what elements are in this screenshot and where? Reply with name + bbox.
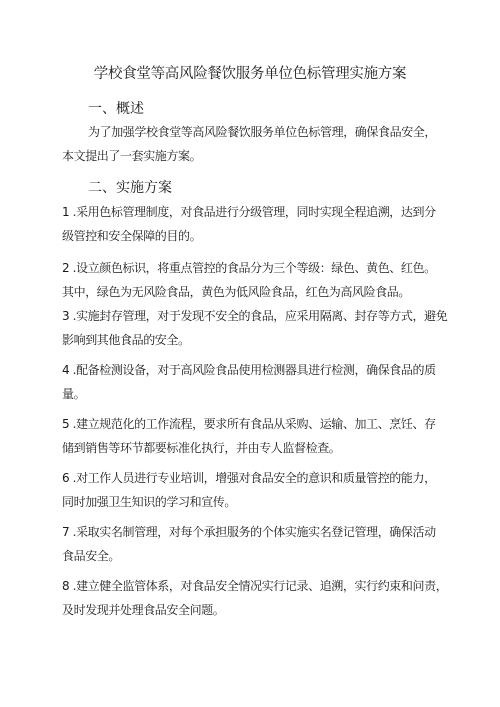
item-text: 及时发现并处理食品安全问题。 xyxy=(62,603,225,617)
item-text: .建立健全监管体系，对食品安全情况实行记录、追溯，实行约束和问责， xyxy=(72,579,448,593)
plan-item-1 xyxy=(62,200,446,248)
item-text: .采用色标管理制度，对食品进行分级管理，同时实现全程追溯，达到分 xyxy=(72,205,436,219)
item-text: 量。 xyxy=(62,387,86,401)
item-text: .实施封存管理，对于发现不安全的食品，应采用隔离、封存等方式，避免 xyxy=(72,309,448,323)
plan-item-7 xyxy=(62,520,446,568)
item-text: .采取实名制管理，对每个承担服务的个体实施实名登记管理，确保活动 xyxy=(72,525,436,539)
item-number: 6 xyxy=(62,471,70,485)
item-text: .建立规范化的工作流程，要求所有食品从采购、运输、加工、烹饪、存 xyxy=(72,417,436,431)
item-number: 2 xyxy=(62,261,70,275)
item-number: 5 xyxy=(62,417,70,431)
section-heading-plan: 二、实施方案 xyxy=(88,180,172,196)
item-text: 影响到其他食品的安全。 xyxy=(62,333,190,347)
overview-paragraph xyxy=(62,120,446,168)
item-text: 其中，绿色为无风险食品，黄色为低风险食品，红色为高风险食品。 xyxy=(62,285,411,299)
page-title: 学校食堂等高风险餐饮服务单位色标管理实施方案 xyxy=(93,66,407,82)
paragraph-line: 为了加强学校食堂等高风险餐饮服务单位色标管理，确保食品安全， xyxy=(88,125,437,139)
item-number: 8 xyxy=(62,579,70,593)
item-number: 7 xyxy=(62,525,70,539)
plan-item-8 xyxy=(62,574,446,622)
section-heading-overview: 一、概述 xyxy=(88,101,144,117)
item-text: 储到销售等环节都要标准化执行，并由专人监督检查。 xyxy=(62,441,341,455)
item-number: 1 xyxy=(62,205,70,219)
item-text: .配备检测设备，对于高风险食品使用检测器具进行检测，确保食品的质 xyxy=(72,363,436,377)
item-text: 食品安全。 xyxy=(62,549,121,563)
item-text: 级管控和安全保障的目的。 xyxy=(62,229,202,243)
item-number: 3 xyxy=(62,309,70,323)
item-number: 4 xyxy=(62,363,70,377)
plan-item-5 xyxy=(62,412,446,460)
item-text: .对工作人员进行专业培训，增强对食品安全的意识和质量管控的能力， xyxy=(72,471,436,485)
paragraph-line: 本文提出了一套实施方案。 xyxy=(62,149,202,163)
plan-item-2 xyxy=(62,256,446,304)
plan-item-3 xyxy=(62,304,446,352)
plan-item-6 xyxy=(62,466,446,514)
plan-item-4 xyxy=(62,358,446,406)
item-text: .设立颜色标识，将重点管控的食品分为三个等级：绿色、黄色、红色。 xyxy=(72,261,436,275)
item-text: 同时加强卫生知识的学习和宣传。 xyxy=(62,495,237,509)
